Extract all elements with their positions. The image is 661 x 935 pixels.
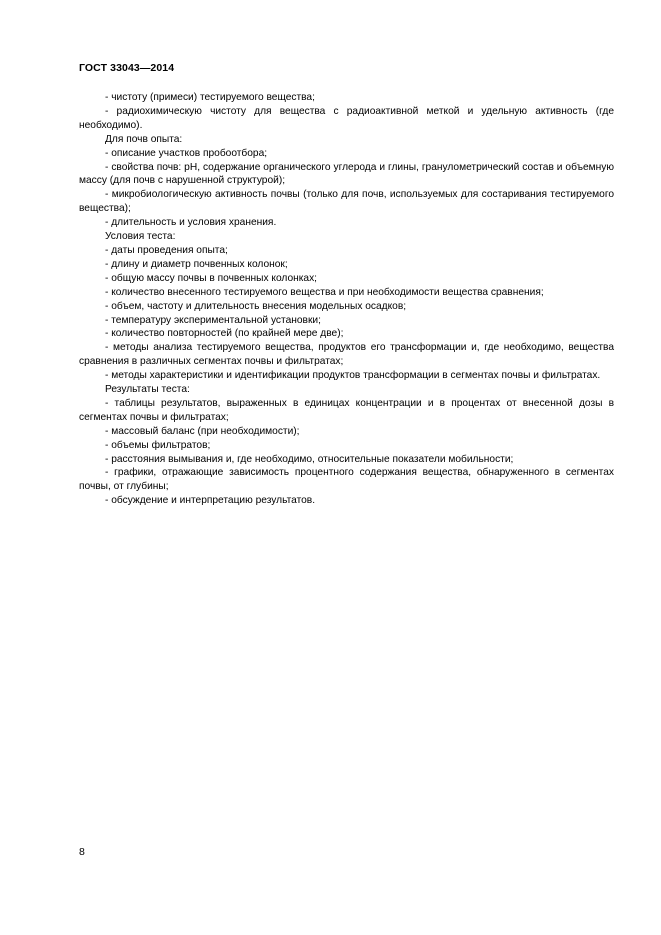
- paragraph: - графики, отражающие зависимость процентного содержания вещества, обнаруженного в сегментах почвы, от глубины;: [79, 467, 614, 493]
- paragraph: - методы анализа тестируемого вещества, продуктов его трансформации и, где необходимо, вещества сравнения в различных сегментах почвы и фильтратах;: [79, 342, 614, 368]
- paragraph: - количество внесенного тестируемого вещества и при необходимости вещества сравнения;: [105, 286, 544, 298]
- paragraph: - описание участков пробоотбора;: [105, 147, 268, 159]
- section-heading: Условия теста:: [105, 231, 176, 243]
- paragraph: - чистоту (примеси) тестируемого вещества;: [105, 92, 315, 103]
- standard-code-header: ГОСТ 33043—2014: [79, 62, 175, 74]
- paragraph: - расстояния вымывания и, где необходимо, относительные показатели мобильности;: [105, 453, 514, 465]
- paragraph: - длительность и условия хранения.: [105, 217, 277, 229]
- paragraph: - объемы фильтратов;: [105, 439, 211, 451]
- paragraph: - количество повторностей (по крайней мере две);: [105, 328, 344, 340]
- paragraph: - обсуждение и интерпретацию результатов.: [105, 495, 316, 507]
- section-heading: Результаты теста:: [105, 384, 190, 396]
- paragraph: - методы характеристики и идентификации продуктов трансформации в сегментах почвы и фильтратах.: [105, 370, 601, 382]
- paragraph: - свойства почв: pH, содержание органического углерода и глины, гранулометрический состав и объемную массу (для почв с нарушенной структурой);: [79, 161, 614, 187]
- paragraph: - радиохимическую чистоту для вещества с радиоактивной меткой и удельную активность (где необходимо).: [79, 105, 614, 131]
- paragraph: - объем, частоту и длительность внесения модельных осадков;: [105, 300, 407, 312]
- paragraph: - длину и диаметр почвенных колонок;: [105, 258, 288, 270]
- paragraph: - даты проведения опыта;: [105, 244, 228, 256]
- body-text: [79, 91, 614, 508]
- page-number: 8: [79, 846, 85, 858]
- paragraph: - общую массу почвы в почвенных колонках;: [105, 272, 318, 284]
- paragraph: - массовый баланс (при необходимости);: [105, 425, 300, 437]
- section-heading: Для почв опыта:: [105, 133, 183, 145]
- paragraph: - температуру экспериментальной установки;: [105, 314, 321, 326]
- paragraph: - микробиологическую активность почвы (только для почв, используемых для состаривания тестируемого вещества);: [79, 189, 614, 215]
- paragraph: - таблицы результатов, выраженных в единицах концентрации и в процентах от внесенной дозы в сегментах почвы и фильтратах;: [79, 397, 614, 423]
